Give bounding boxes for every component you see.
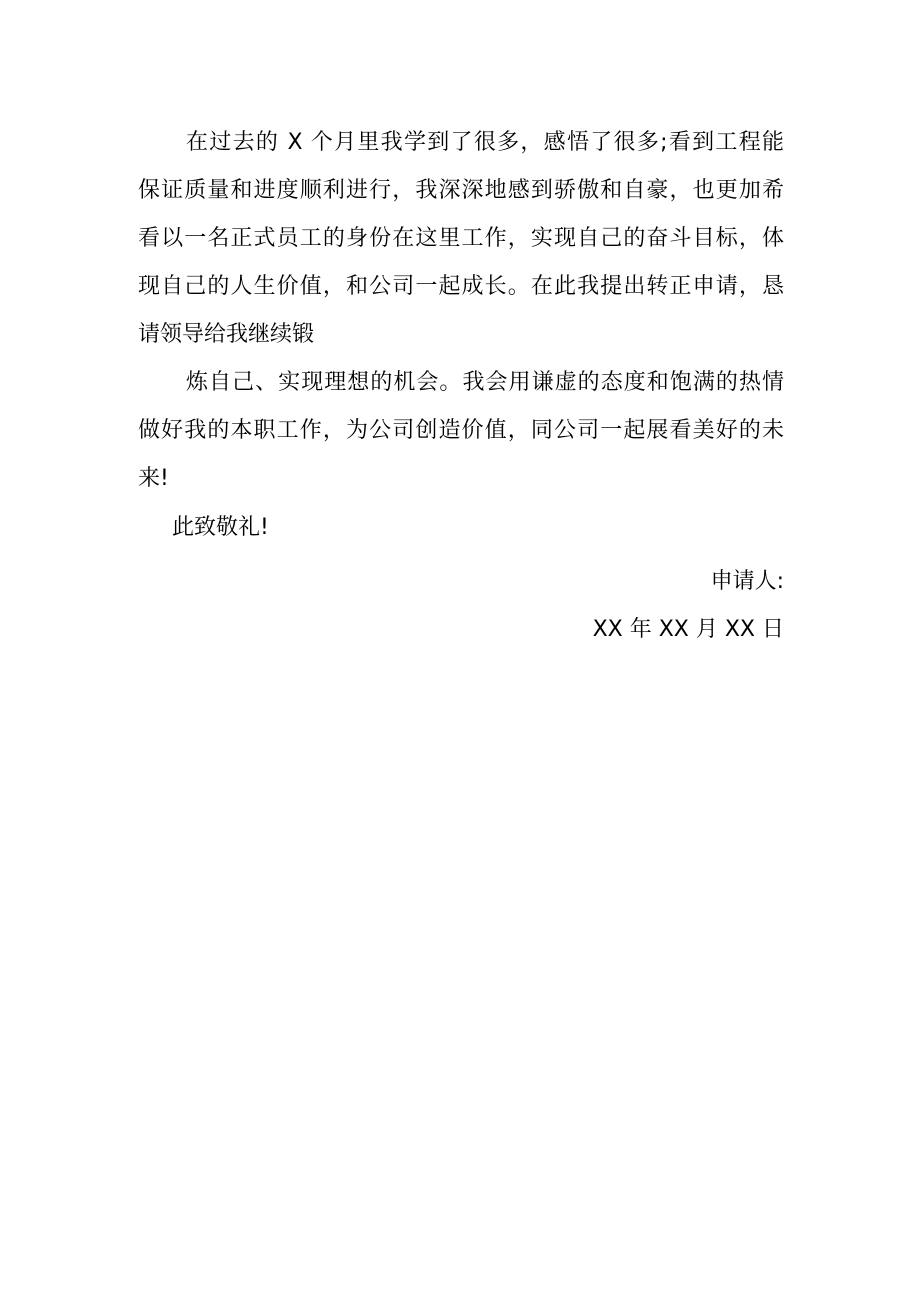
paragraph1-line-5: 请领导给我继续锻 [138,322,315,347]
paragraph2-line-3: 来! [138,466,169,491]
paragraph1-line-3: 看以一名正式员工的身份在这里工作，实现自己的奋斗目标，体 [138,226,784,251]
paragraph2-line-2: 做好我的本职工作，为公司创造价值，同公司一起展看美好的未 [138,418,784,443]
paragraph1-line-2: 保证质量和进度顺利进行，我深深地感到骄傲和自豪，也更加希 [138,178,784,203]
paragraph1-line-1: 在过去的 X 个月里我学到了很多，感悟了很多;看到工程能 [186,130,784,155]
date-line: XX 年 XX 月 XX 日 [592,617,784,642]
applicant-label: 申请人: [710,569,784,594]
closing-salutation: 此致敬礼! [172,515,269,540]
paragraph1-line-4: 现自己的人生价值，和公司一起成长。在此我提出转正申请，恳 [138,274,784,299]
paragraph2-line-1: 炼自己、实现理想的机会。我会用谦虚的态度和饱满的热情 [186,370,784,395]
